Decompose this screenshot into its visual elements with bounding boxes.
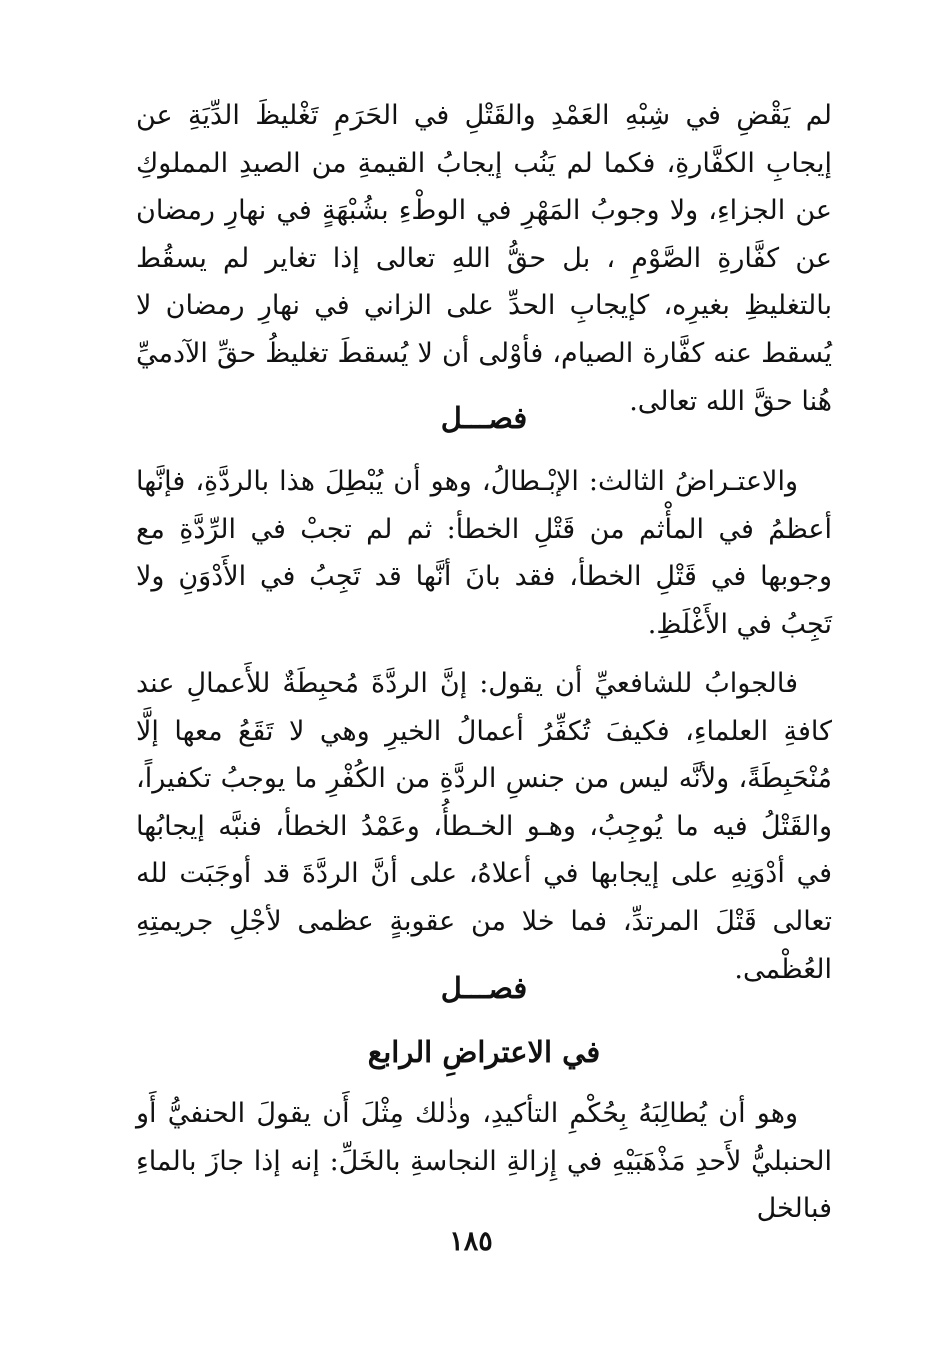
section-heading-fasl: فصـــل: [440, 401, 528, 435]
paragraph-text: لم يَقْضِ في شِبْهِ العَمْدِ والقَتْلِ في الحَرَمِ تَغْليظَ الدِّيَةِ عن إيجابِ الكفَّارةِ، فكما لم يَنُب إيجابُ القيمةِ من الصيدِ المملوكِ عن الجزاءِ، ولا وجوبُ المَهْرِ في الوطْءِ بشُبْهَةٍ في نهارِ رمضان عن كفَّارةِ الصَّوْمِ ، بل حقُّ اللهِ تعالى إذا تغاير لم يسقُط بالتغليظِ بغيرِه، كإيجابِ الحدِّ على الزاني في نهارِ رمضان لا يُسقط عنه كفَّارة الصيام، فأوْلى أن لا يُسقطَ تغليظُ حقِّ الآدميِّ هُنا حقَّ الله تعالى.: [136, 100, 832, 417]
paragraph-fourth-objection: [136, 1090, 832, 1233]
section-heading-fasl: فصـــل: [440, 971, 528, 1005]
paragraph-answer: [136, 660, 832, 993]
paragraph-text: والاعتـراضُ الثالث: الإبْـطالُ، وهو أن يُبْطِلَ هذا بالردَّةِ، فإنَّها أعظمُ في المأْثم من قَتْلِ الخطأ: ثم لم تجبْ في الرِّدَّةِ مع وجوبها في قَتْلِ الخطأ، فقد بانَ أنَّها قد تَجِبُ في الأَدْوَنِ ولا تَجِبُ في الأَغْلَظِ.: [136, 466, 832, 640]
section-subheading: في الاعتراضِ الرابع: [367, 1035, 601, 1069]
paragraph-opening: [136, 92, 832, 425]
paragraph-text: وهو أن يُطالِبَهُ بِحُكْمِ التأكيدِ، وذٰلك مِثْلَ أَن يقولَ الحنفيُّ أَو الحنبليُّ لأَحدِ مَذْهَبَيْهِ في إِزالةِ النجاسةِ بالخَلِّ: إنه إذا جازَ بالماءِ فبالخل: [136, 1098, 832, 1225]
paragraph-text: فالجوابُ للشافعيِّ أن يقول: إنَّ الردَّةَ مُحبِطَةٌ للأَعمالِ عند كافةِ العلماءِ، فكيفَ تُكفِّرُ أعمالُ الخيرِ وهي لا تَقَعُ معها إلَّا مُنْحَبِطَةً، ولأنَّه ليس من جنسِ الردَّةِ من الكُفْرِ ما يوجبُ تكفيراً، والقَتْلُ فيه ما يُوجِبُ، وهـو الخـطأُ، وعَمْدُ الخطأ، فنبَّه إيجابُها في أدْوَنِهِ على إيجابها في أعلاهُ، على أنَّ الردَّةَ قد أوجَبَت لله تعالى قَتْلَ المرتدِّ، فما خلا من عقوبةٍ عظمى لأجْلِ جريمتِهِ العُظْمى.: [136, 668, 832, 985]
paragraph-third-objection: [136, 458, 832, 648]
page-number: ١٨٥: [449, 1226, 493, 1257]
